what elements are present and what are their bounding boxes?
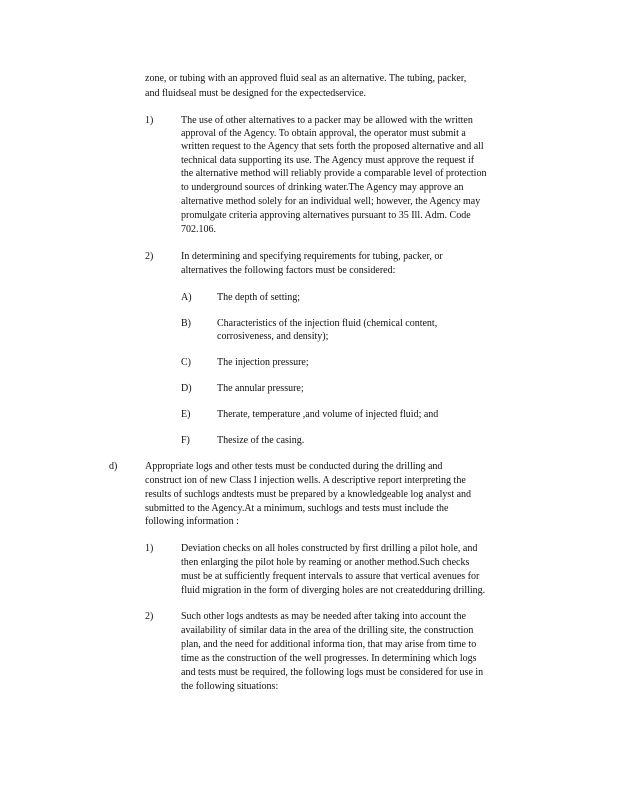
section-d-item2-line-2: availability of similar data in the area of the drilling site, the construction (181, 625, 474, 636)
subitem-c-line-1: The injection pressure; (217, 357, 309, 368)
subitem-b-line-1: Characteristics of the injection fluid (chemical content, (217, 318, 438, 329)
item1-line-2: approval of the Agency. To obtain approval, the operator must submit a (181, 128, 466, 139)
item1-line-6: to underground sources of drinking water.The Agency may approve an (181, 182, 464, 193)
item1-line-3: written request to the Agency that sets forth the proposed alternative and all (181, 141, 484, 152)
subitem-b-line-2: corrosiveness, and density); (217, 331, 329, 342)
item1-line-4: technical data supporting its use. The Agency must approve the request if (181, 155, 475, 166)
subitem-d-line-1: The annular pressure; (217, 383, 304, 394)
section-d-item1-line-1: Deviation checks on all holes constructed by first drilling a pilot hole, and (181, 543, 478, 554)
section-d-item1-line-4: fluid migration in the form of diverging holes are not createdduring drilling. (181, 585, 486, 596)
item-marker-1: 1) (145, 115, 154, 126)
section-d-item-marker-2: 2) (145, 611, 154, 622)
section-d-item2-line-3: plan, and the need for additional informa tion, that may arise from time to (181, 639, 477, 650)
subitem-a-line-1: The depth of setting; (217, 292, 301, 303)
subitem-marker-c: C) (181, 357, 191, 368)
section-d-marker: d) (109, 461, 118, 472)
section-d-line-1: Appropriate logs and other tests must be conducted during the drilling and (145, 461, 443, 472)
item2-line-1: In determining and specifying requirements for tubing, packer, or (181, 251, 443, 262)
item-marker-2: 2) (145, 251, 154, 262)
section-d-line-5: following information : (145, 516, 239, 527)
subitem-marker-e: E) (181, 409, 191, 420)
section-d-line-2: construct ion of new Class I injection wells. A descriptive report interpreting the (145, 475, 466, 486)
intro-line-1: zone, or tubing with an approved fluid seal as an alternative. The tubing, packer, (145, 73, 467, 84)
section-d-item2-line-5: and tests must be required, the following logs must be considered for use in (181, 667, 484, 678)
subitem-marker-d: D) (181, 383, 192, 394)
section-d-line-3: results of suchlogs andtests must be prepared by a knowledgeable log analyst and (145, 489, 472, 500)
item1-line-9: 702.106. (181, 224, 216, 235)
section-d-item2-line-6: the following situations: (181, 681, 279, 692)
section-d-item-marker-1: 1) (145, 543, 154, 554)
section-d-item1-line-3: must be at sufficiently frequent intervals to assure that vertical avenues for (181, 571, 480, 582)
subitem-f-line-1: Thesize of the casing. (217, 435, 305, 446)
section-d-item2-line-4: time as the construction of the well progresses. In determining which logs (181, 653, 477, 664)
item1-line-1: The use of other alternatives to a packer may be allowed with the written (181, 115, 473, 126)
section-d-item2-line-1: Such other logs andtests as may be needed after taking into account the (181, 611, 466, 622)
subitem-marker-f: F) (181, 435, 190, 446)
item1-line-7: alternative method solely for an individual well; however, the Agency may (181, 196, 481, 207)
item2-line-2: alternatives the following factors must be considered: (181, 265, 396, 276)
section-d-item1-line-2: then enlarging the pilot hole by reaming or another method.Such checks (181, 557, 470, 568)
item1-line-5: the alternative method will reliably provide a comparable level of protection (181, 168, 487, 179)
item1-line-8: promulgate criteria approving alternatives pursuant to 35 Ill. Adm. Code (181, 210, 471, 221)
subitem-marker-a: A) (181, 292, 192, 303)
intro-line-2: and fluidseal must be designed for the expectedservice. (145, 88, 367, 99)
subitem-e-line-1: Therate, temperature ,and volume of injected fluid; and (217, 409, 439, 420)
subitem-marker-b: B) (181, 318, 191, 329)
section-d-line-4: submitted to the Agency.At a minimum, suchlogs and tests must include the (145, 503, 449, 514)
